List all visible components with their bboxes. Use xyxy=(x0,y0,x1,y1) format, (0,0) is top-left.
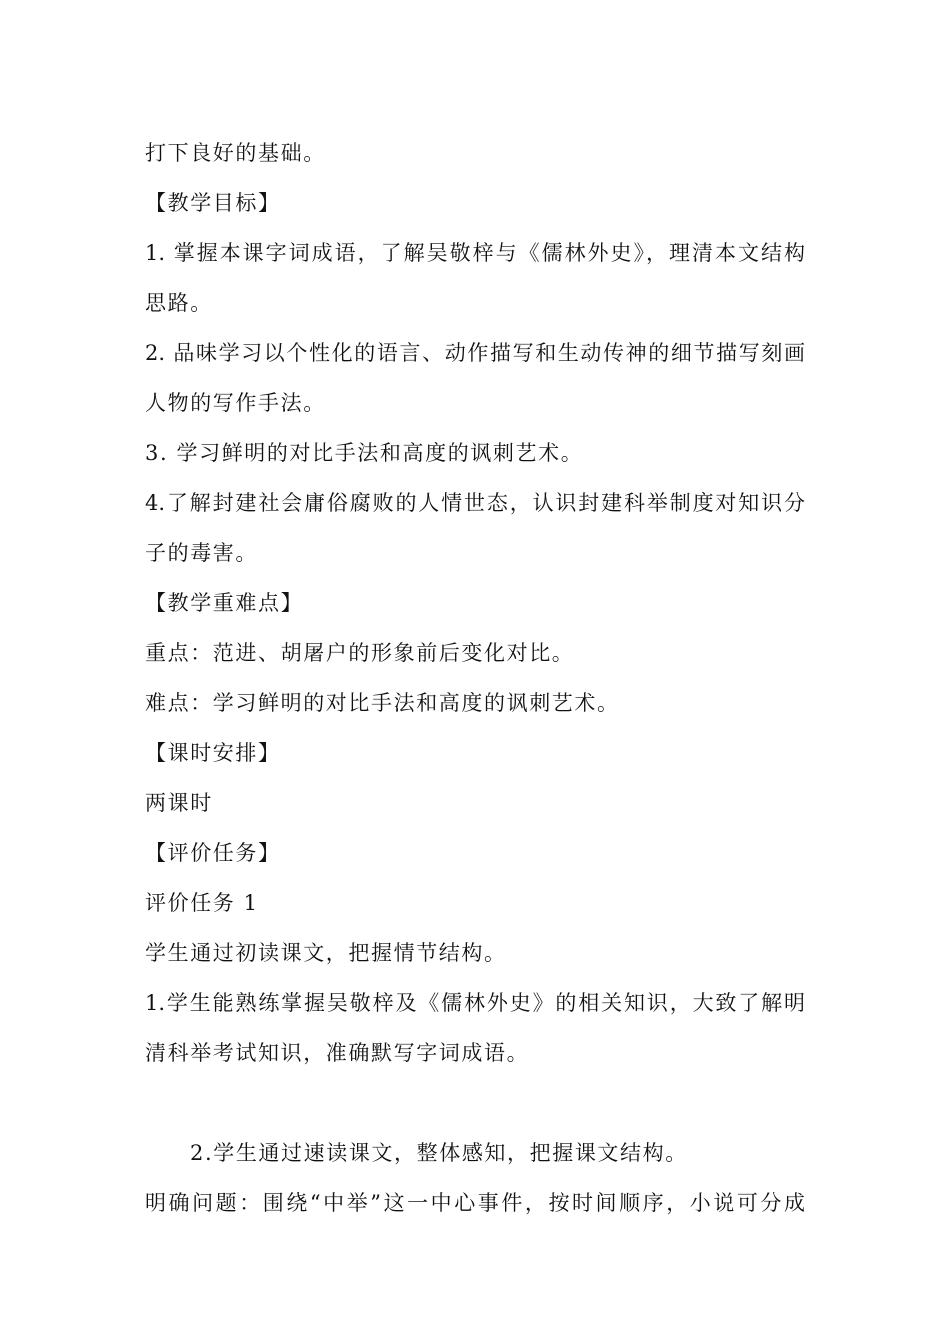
class-schedule-text: 两课时 xyxy=(145,791,213,815)
key-point: 重点：范进、胡屠户的形象前后变化对比。 xyxy=(145,641,575,665)
objective-2-line-1: 2. 品味学习以个性化的语言、动作描写和生动传神的细节描写刻画 xyxy=(145,341,805,365)
evaluation-item-2: 2.学生通过速读课文，整体感知，把握课文结构。 xyxy=(190,1141,688,1165)
paragraph-continuation: 打下良好的基础。 xyxy=(145,141,326,165)
evaluation-item-1-line-1: 1.学生能熟练掌握吴敬梓及《儒林外史》的相关知识，大致了解明 xyxy=(145,991,805,1015)
objective-4-line-2: 子的毒害。 xyxy=(145,541,258,565)
section-heading-evaluation-tasks: 【评价任务】 xyxy=(145,841,281,865)
evaluation-task-1-title: 评价任务 1 xyxy=(145,891,259,915)
clarification-question: 明确问题：围绕“中举”这一中心事件，按时间顺序，小说可分成 xyxy=(145,1191,805,1215)
difficult-point: 难点：学习鲜明的对比手法和高度的讽刺艺术。 xyxy=(145,691,620,715)
section-heading-key-difficult-points: 【教学重难点】 xyxy=(145,591,304,615)
section-heading-teaching-objectives: 【教学目标】 xyxy=(145,191,281,215)
objective-1-line-2: 思路。 xyxy=(145,291,213,315)
objective-4-line-1: 4.了解封建社会庸俗腐败的人情世态，认识封建科举制度对知识分 xyxy=(145,491,805,515)
objective-3: 3. 学习鲜明的对比手法和高度的讽刺艺术。 xyxy=(145,441,584,465)
evaluation-task-1-summary: 学生通过初读课文，把握情节结构。 xyxy=(145,941,507,965)
evaluation-item-1-line-2: 清科举考试知识，准确默写字词成语。 xyxy=(145,1041,530,1065)
objective-2-line-2: 人物的写作手法。 xyxy=(145,391,326,415)
section-heading-class-schedule: 【课时安排】 xyxy=(145,741,281,765)
paragraph-spacer xyxy=(145,1078,805,1128)
objective-1-line-1: 1. 掌握本课字词成语，了解吴敬梓与《儒林外史》，理清本文结构 xyxy=(145,241,805,265)
document-body xyxy=(145,128,805,1228)
